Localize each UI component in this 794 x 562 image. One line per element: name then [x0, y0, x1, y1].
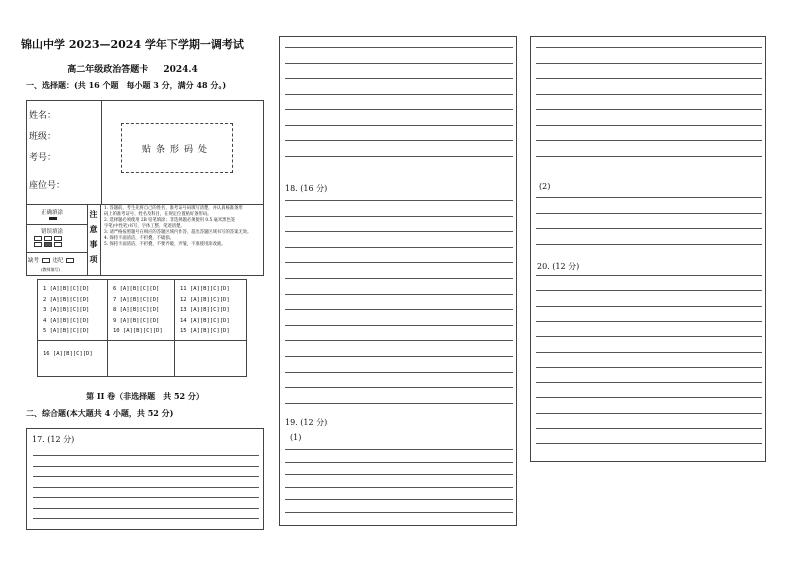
answer-column-3: [180, 284, 230, 337]
writing-line: [285, 278, 513, 279]
writing-line: [536, 352, 762, 353]
writing-line: [536, 290, 762, 291]
seat-number-field[interactable]: 座位号：: [29, 181, 66, 191]
answer-row[interactable]: 8 [A][B][C][D]: [113, 307, 160, 313]
barcode-box: 贴条形码处: [121, 123, 233, 173]
writing-line: [536, 321, 762, 322]
q19-part2-label: (2): [539, 182, 551, 191]
writing-line: [285, 216, 513, 217]
writing-line: [536, 336, 762, 337]
writing-line: [285, 309, 513, 310]
writing-line: [536, 125, 762, 126]
q17-answer-area[interactable]: [26, 428, 264, 530]
writing-line: [536, 275, 762, 276]
exam-date: 2024.4: [163, 65, 198, 75]
answer-column-2: [113, 284, 163, 337]
answer-row[interactable]: 4 [A][B][C][D]: [43, 317, 90, 324]
answer-row[interactable]: 11 [A][B][C][D]: [180, 286, 230, 292]
class-field[interactable]: 班级：: [29, 132, 57, 142]
absent-label: 缺考 违纪: [28, 256, 75, 264]
writing-line: [33, 518, 259, 519]
answer-row[interactable]: 16 [A][B][C][D]: [43, 351, 93, 357]
correct-fill-label: 正确填涂: [41, 210, 64, 216]
writing-line: [285, 200, 513, 201]
info-fields: [27, 101, 102, 205]
writing-line: [536, 228, 762, 229]
answer-row[interactable]: 9 [A][B][C][D]: [113, 317, 160, 324]
writing-line: [285, 325, 513, 326]
writing-line: [536, 94, 762, 95]
writing-line: [33, 487, 259, 488]
exam-title: 锦山中学 2023—2024 学年下学期一调考试: [21, 38, 244, 51]
writing-line: [285, 372, 513, 373]
writing-line: [536, 413, 762, 414]
subtitle-text: 高二年级政治答题卡: [67, 65, 149, 75]
writing-line: [285, 294, 513, 295]
notice-text: [101, 205, 263, 275]
writing-line: [285, 512, 513, 513]
writing-line: [536, 109, 762, 110]
answer-row[interactable]: 7 [A][B][C][D]: [113, 296, 160, 303]
note-line: 1. 答题前，考生先将自己的姓名、准考证号码填写清楚，并认真核准条形: [104, 206, 243, 211]
student-info-box: [26, 100, 264, 276]
note-line: 2. 选择题必须使用 2B 铅笔填涂；非选择题必须使用 0.5 毫米黑色签: [104, 218, 236, 223]
writing-line: [33, 455, 259, 456]
writing-line: [285, 262, 513, 263]
writing-line: [285, 231, 513, 232]
answer-row[interactable]: 5 [A][B][C][D]: [43, 328, 90, 334]
choice-answer-grid: [37, 279, 247, 377]
writing-line: [536, 397, 762, 398]
q19-q20-answer-area[interactable]: [530, 36, 766, 462]
fill-examples: [27, 205, 88, 275]
answer-column-1: [43, 284, 89, 337]
q19-label: 19. (12 分): [285, 418, 328, 427]
writing-line: [285, 109, 513, 110]
name-field[interactable]: 姓名：: [29, 111, 57, 121]
wrong-fill-label: 错误填涂: [41, 229, 64, 235]
writing-line: [33, 497, 259, 498]
writing-line: [285, 449, 513, 450]
q17-label: 17. (12 分): [32, 435, 75, 444]
writing-line: [285, 487, 513, 488]
q18-label: 18. (16 分): [285, 184, 328, 193]
grid-divider: [107, 280, 108, 376]
answer-row[interactable]: 1 [A][B][C][D]: [43, 286, 90, 292]
writing-line: [285, 140, 513, 141]
writing-line: [536, 197, 762, 198]
writing-line: [536, 443, 762, 444]
card-subtitle: [0, 62, 265, 75]
answer-row[interactable]: 15 [A][B][C][D]: [180, 328, 230, 334]
q20-label: 20. (12 分): [537, 262, 580, 271]
writing-line: [536, 244, 762, 245]
writing-line: [285, 63, 513, 64]
q19-part1-label: (1): [290, 433, 302, 442]
writing-line: [536, 140, 762, 141]
writing-line: [536, 213, 762, 214]
writing-line: [285, 474, 513, 475]
writing-line: [33, 466, 259, 467]
answer-row[interactable]: 13 [A][B][C][D]: [180, 307, 230, 313]
writing-line: [285, 499, 513, 500]
section-essay-heading: 二、综合题(本大题共 4 小题，共 52 分): [26, 408, 174, 418]
barcode-area: [101, 101, 263, 205]
q18-q19-answer-area[interactable]: [279, 36, 517, 526]
correct-fill-sample: [49, 217, 57, 220]
part-two-heading: 第 II 卷（非选择题 共 52 分）: [86, 391, 204, 401]
writing-line: [536, 367, 762, 368]
writing-line: [285, 78, 513, 79]
grid-divider: [174, 280, 175, 376]
writing-line: [536, 306, 762, 307]
writing-line: [285, 125, 513, 126]
writing-line: [285, 403, 513, 404]
answer-row[interactable]: 2 [A][B][C][D]: [43, 296, 90, 303]
note-line: 3. 请严格按照题号在相应的答题区域内作答，超出答题区域书写的答案无效。: [104, 230, 252, 235]
writing-line: [285, 47, 513, 48]
writing-line: [285, 247, 513, 248]
answer-row[interactable]: 12 [A][B][C][D]: [180, 296, 230, 303]
writing-line: [33, 508, 259, 509]
wrong-fill-samples: [33, 236, 63, 248]
note-line: 5. 保持卡面清洁，不折叠，不要弄破、弄皱，不准使用涂改液。: [104, 242, 226, 247]
note-line: 字笔(中性笔)书写，字体工整、笔迹清楚。: [104, 224, 185, 229]
note-line: 码上的准考证号、姓名及科目，在规定位置贴好条形码。: [104, 212, 212, 217]
writing-line: [285, 340, 513, 341]
writing-line: [536, 47, 762, 48]
writing-line: [536, 78, 762, 79]
writing-line: [285, 462, 513, 463]
writing-line: [536, 428, 762, 429]
writing-line: [285, 94, 513, 95]
answer-row[interactable]: 3 [A][B][C][D]: [43, 307, 90, 313]
proctor-note: (教师填写): [41, 267, 61, 272]
answer-row[interactable]: 10 [A][B][C][D]: [113, 328, 163, 334]
writing-line: [285, 156, 513, 157]
section-choice-heading: 一、选择题：(共 16 个题 每小题 3 分，满分 48 分。): [26, 80, 227, 90]
divider: [27, 224, 87, 225]
exam-number-field[interactable]: 考号：: [29, 153, 57, 163]
writing-line: [285, 356, 513, 357]
writing-line: [33, 476, 259, 477]
answer-row[interactable]: 6 [A][B][C][D]: [113, 286, 160, 292]
writing-line: [536, 156, 762, 157]
writing-line: [536, 63, 762, 64]
answer-row[interactable]: 14 [A][B][C][D]: [180, 317, 230, 324]
notice-heading: 注 意 事 项: [87, 205, 101, 275]
writing-line: [536, 382, 762, 383]
divider: [27, 252, 87, 253]
writing-line: [285, 387, 513, 388]
grid-divider: [38, 340, 246, 341]
note-line: 4. 保持卡面清洁，不折叠，不破损。: [104, 236, 174, 241]
